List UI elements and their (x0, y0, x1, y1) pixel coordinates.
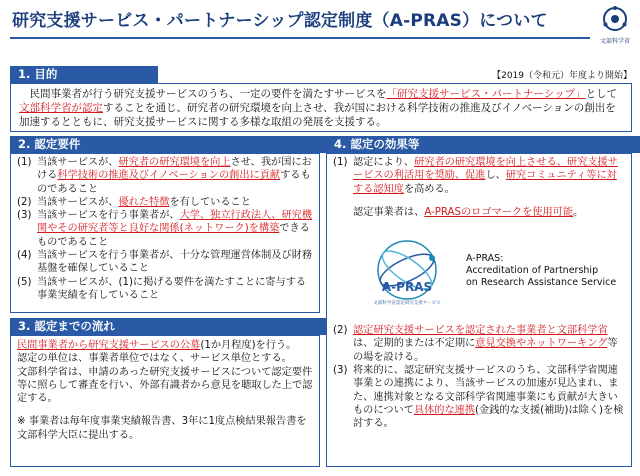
effect-item-3: (3) 将来的に、認定研究支援サービスのうち、文部科学省関連事業との連携により、当該サービスの加速が見込まれ、また、連携対象となる文部科学省関連事業にも貢献が大きいものについて具体的な連携(金銭的な支援(補助)は除く)を検討する。 (333, 365, 624, 430)
effect-item-2: (2) 認定研究支援サービスを認定された事業者と文部科学省は、定期的または不定期に意見交換やネットワーキング等の場を設ける。 (333, 325, 618, 363)
apras-logo-subtext: 文部科学省認定研究支援サービス (373, 301, 441, 306)
effect-item-1: (1) 認定により、研究者の研究環境を向上させる、研究支援サービスの利活用を奨励、促進し、研究コミュニティ等に対する認知度を高める。 (333, 157, 618, 195)
requirement-item: (4) 当該サービスを行う事業者が、十分な管理運営体制及び財務基盤を確保していること (17, 250, 313, 275)
title-divider (10, 37, 590, 39)
apras-caption: A-PRAS: Accreditation of Partnership on Research Assistance Service (466, 253, 617, 288)
effects-heading: 4. 認定の効果等 (326, 136, 640, 153)
purpose-highlight-1: 「研究支援サービス・パートナーシップ」 (386, 88, 586, 100)
requirement-item: (1) 当該サービスが、研究者の研究環境を向上させ、我が国における科学技術の推進及びイノベーションの創出に貢献するものであること (17, 157, 312, 195)
mext-logo (597, 4, 633, 48)
purpose-heading: 1. 目的 (10, 66, 158, 83)
ministry-label: 文部科学省 (599, 38, 630, 45)
flow-line-2: 認定の単位は、事業者単位ではなく、サービス単位とする。 (17, 353, 292, 365)
flow-line-1: 民間事業者から研究支援サービスの公募(1か月程度)を行う。 (17, 340, 297, 351)
purpose-highlight-2: 文部科学省が認定 (19, 102, 103, 114)
requirements-heading: 2. 認定要件 (10, 136, 328, 153)
page-title: 研究支援サービス・パートナーシップ認定制度（A-PRAS）について (12, 11, 548, 31)
apras-logo (366, 232, 448, 314)
purpose-box (10, 83, 632, 132)
purpose-text-2: として (585, 88, 618, 100)
flow-heading: 3. 認定までの流れ (10, 318, 328, 335)
purpose-text-1: 民間事業者が行う研究支援サービスのうち、一定の要件を満たすサービスを (29, 88, 387, 100)
flow-line-3: 文部科学省は、申請のあった研究支援サービスについて認定要件等に照らして審査を行い、外部有識者から意見を聴取した上で認定する。 (17, 366, 313, 405)
requirement-item: (2) 当該サービスが、優れた特徴を有していること (17, 196, 251, 208)
flow-note: ※ 事業者は毎年度事業実績報告書、3年に1度点検結果報告書を文部科学大臣に提出する。 (17, 416, 307, 441)
requirement-item: (3) 当該サービスを行う事業者が、大学、独立行政法人、研究機関やその研究者等と良好な関係(ネットワーク)を構築できるものであること (17, 210, 313, 248)
requirements-box (10, 153, 320, 313)
start-date-note: 【2019（令和元）年度より開始】 (492, 71, 632, 81)
mext-emblem-icon (600, 4, 630, 34)
purpose-text-3: することを通じ、研究者の研究環境を向上させ、我が国における科学技術の推進及びイノベーションの創出を加速するとともに、研究支援サービスに関する多様な取組の発展を支援する。 (19, 102, 616, 128)
requirement-item: (5) 当該サービスが、(1)に掲げる要件を満たすことに寄与する事業実績を有していること (17, 276, 307, 301)
apras-logo-text: A-PRAS (381, 280, 433, 294)
logo-usage-line: 認定事業者は、A-PRASのロゴマークを使用可能。 (353, 206, 584, 218)
flow-box (10, 335, 320, 467)
